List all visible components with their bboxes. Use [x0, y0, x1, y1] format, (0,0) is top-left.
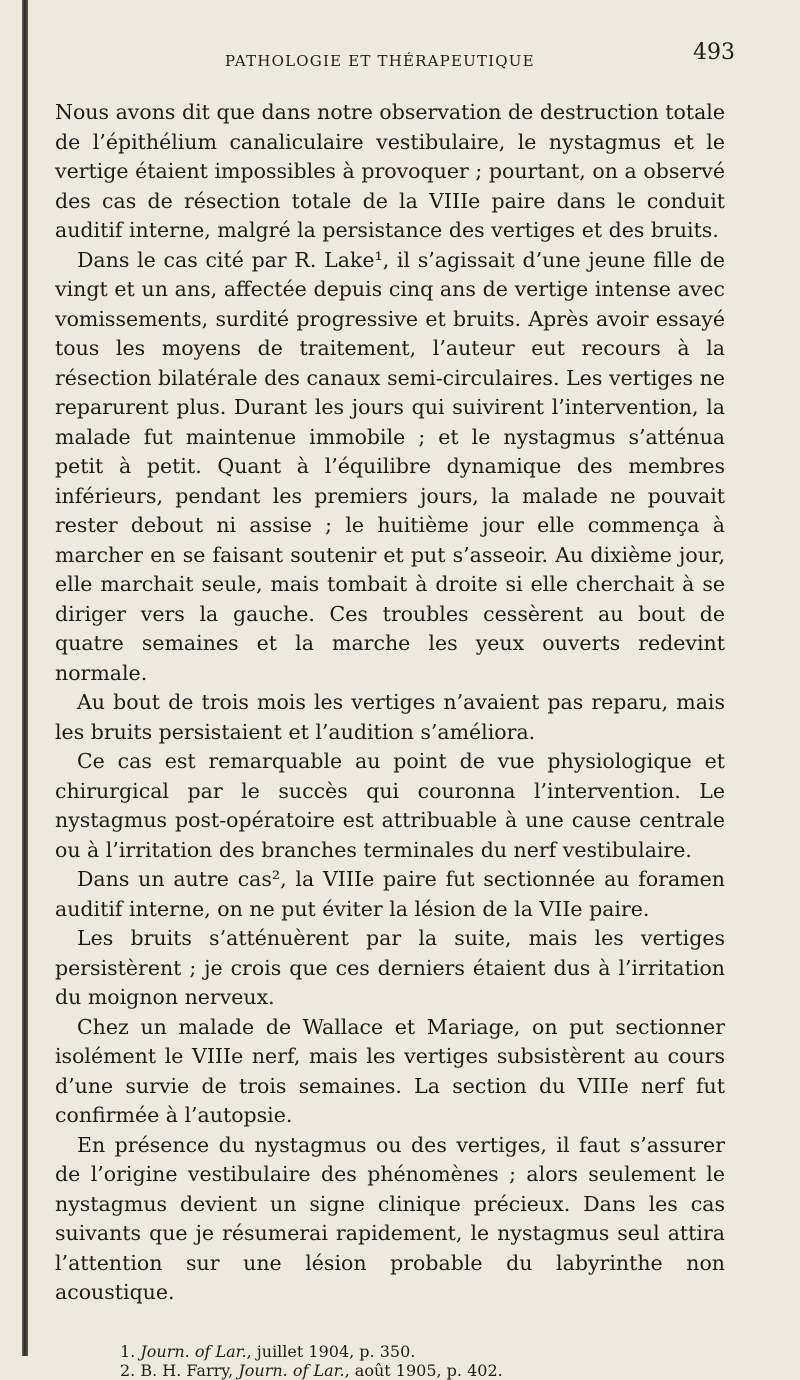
footnote-number: 2. — [120, 1360, 136, 1380]
footnote-detail: , juillet 1904, p. 350. — [246, 1341, 416, 1361]
paragraph: Nous avons dit que dans notre observation de destruction totale de l’épithélium canaliculaire vestibulaire, le nystagmus et le vertige étaient impossibles à provoquer ; pourtant, on a observé des cas de résection totale de la VIIIe paire dans le conduit auditif interne, malgré la persistance des vertiges et des bruits. — [55, 100, 725, 242]
footnote — [120, 1361, 725, 1380]
page-gutter-edge — [22, 0, 28, 1356]
footnote-source: Journ. of Lar. — [238, 1360, 345, 1380]
running-head — [55, 40, 735, 78]
body-text — [55, 98, 725, 1308]
paragraph: Dans le cas cité par R. Lake¹, il s’agissait d’une jeune fille de vingt et un ans, affectée depuis cinq ans de vertige intense avec vomissements, surdité progressive et bruits. Après avoir essayé tous les moyens de traitement, l’auteur eut recours à la résection bilatérale des canaux semi-circulaires. Les vertiges ne reparurent plus. Durant les jours qui suivirent l’intervention, la malade fut maintenue immobile ; et le nystagmus s’atténua petit à petit. Quant à l’équilibre dynamique des membres inférieurs, pendant les premiers jours, la malade ne pouvait rester debout ni assise ; le huitième jour elle commença à marcher en se faisant soutenir et put s’asseoir. Au dixième jour, elle marchait seule, mais tombait à droite si elle cherchait à se diriger vers la gauche. Ces troubles cessèrent au bout de quatre semaines et la marche les yeux ouverts redevint normale. — [55, 247, 725, 685]
paragraph: En présence du nystagmus ou des vertiges, il faut s’assurer de l’origine vestibulaire des phénomènes ; alors seulement le nystagmus devient un signe clinique précieux. Dans les cas suivants que je résumerai rapidement, le nystagmus seul attira l’attention sur une lésion probable du labyrinthe non acoustique. — [55, 1132, 725, 1304]
paragraph: Au bout de trois mois les vertiges n’avaient pas reparu, mais les bruits persistaient et l’audition s’améliora. — [55, 690, 725, 744]
book-page — [55, 40, 735, 1380]
paragraph: Les bruits s’atténuèrent par la suite, mais les vertiges persistèrent ; je crois que ces derniers étaient dus à l’irritation du moignon nerveux. — [55, 926, 725, 1009]
paragraph: Dans un autre cas², la VIIIe paire fut sectionnée au foramen auditif interne, on ne put éviter la lésion de la VIIe paire. — [55, 867, 725, 921]
footnote — [120, 1342, 725, 1361]
footnote-author: B. H. Farry, — [140, 1360, 234, 1380]
running-title: PATHOLOGIE ET THÉRAPEUTIQUE — [225, 52, 535, 70]
paragraph: Chez un malade de Wallace et Mariage, on put sectionner isolément le VIIIe nerf, mais les vertiges subsistèrent au cours d’une survie de trois semaines. La section du VIIIe nerf fut confirmée à l’autopsie. — [55, 1014, 725, 1127]
footnote-number: 1. — [120, 1341, 136, 1361]
paragraph: Ce cas est remarquable au point de vue physiologique et chirurgical par le succès qui couronna l’intervention. Le nystagmus post-opératoire est attribuable à une cause centrale ou à l’irritation des branches terminales du nerf vestibulaire. — [55, 749, 725, 862]
footnote-detail: , août 1905, p. 402. — [344, 1360, 503, 1380]
page-number: 493 — [693, 40, 735, 65]
footnotes — [55, 1342, 725, 1380]
footnote-source: Journ. of Lar. — [140, 1341, 247, 1361]
